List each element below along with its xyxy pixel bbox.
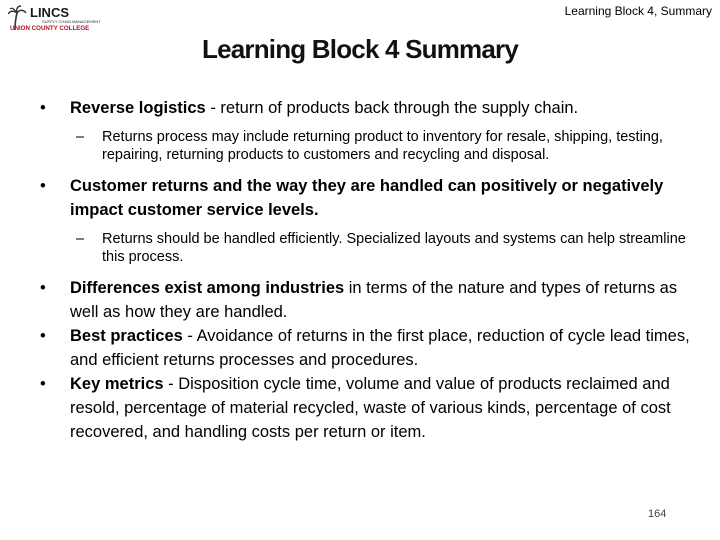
bullet-bold-text: Differences exist among industries <box>70 279 345 297</box>
bullet-item <box>40 276 690 324</box>
bullet-glyph: • <box>40 177 46 195</box>
bullet-glyph: • <box>40 99 46 117</box>
palm-tree-icon <box>8 5 120 31</box>
dash-glyph: – <box>76 129 85 145</box>
bullet-list <box>40 96 690 444</box>
sub-bullet-item <box>40 230 690 266</box>
header-note: Learning Block 4, Summary <box>564 4 712 18</box>
logo-line2: SUPPLY CHAIN MANAGEMENT <box>42 19 101 24</box>
bullet-item <box>40 174 690 222</box>
bullet-text: - Avoidance of returns in the first place, reduction of cycle lead times, and efficient returns processes and procedures. <box>70 327 690 369</box>
bullet-glyph: • <box>40 279 46 297</box>
bullet-text: in terms of the nature and types of returns as well as how they are handled. <box>70 279 678 321</box>
sub-bullet-text: Returns process may include returning product to inventory for resale, shipping, testing, repairing, returning products to customers and recycling and disposal. <box>102 129 663 163</box>
bullet-bold-text: Reverse logistics <box>70 99 206 117</box>
slide-title: Learning Block 4 Summary <box>201 34 519 64</box>
bullet-bold-text: Key metrics <box>70 375 164 393</box>
dash-glyph: – <box>76 231 85 247</box>
page-number: 164 <box>648 508 667 520</box>
sub-bullet-item <box>40 128 690 164</box>
bullet-glyph: • <box>40 327 46 345</box>
sub-bullet-text: Returns should be handled efficiently. Specialized layouts and systems can help streamline this process. <box>102 231 686 265</box>
bullet-bold-text: Best practices <box>70 327 183 345</box>
bullet-glyph: • <box>40 375 46 393</box>
bullet-item <box>40 372 690 444</box>
bullet-item <box>40 96 690 120</box>
bullet-text: - return of products back through the supply chain. <box>205 99 579 117</box>
lincs-logo <box>8 5 120 31</box>
logo-line3: UNION COUNTY COLLEGE <box>10 25 90 31</box>
bullet-text: - Disposition cycle time, volume and value of products reclaimed and resold, percentage of material recycled, waste of various kinds, percentage of cost recovered, and handling costs per return or item. <box>70 375 671 441</box>
bullet-item <box>40 324 690 372</box>
logo-name: LINCS <box>30 5 69 20</box>
bullet-bold-text: Customer returns and the way they are handled can positively or negatively impact customer service levels. <box>70 177 664 219</box>
